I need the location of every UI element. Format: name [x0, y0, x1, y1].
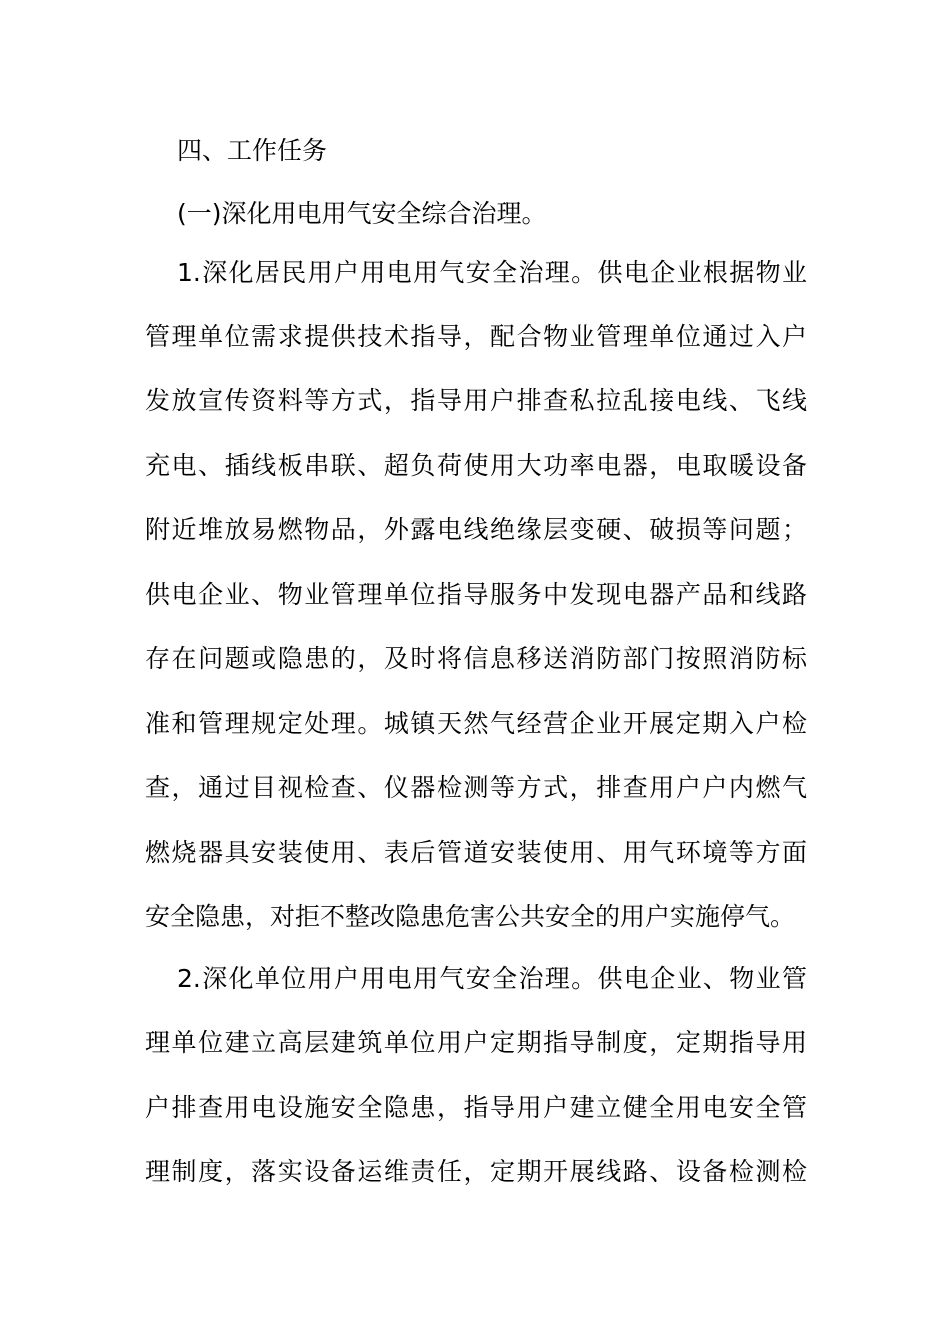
paragraph-line: 1.深化居民用户用电用气安全治理。供电企业根据物业: [177, 258, 807, 287]
paragraph-line: 2.深化单位用户用电用气安全治理。供电企业、物业管: [177, 964, 807, 993]
paragraph-line: 安全隐患，对拒不整改隐患危害公共安全的用户实施停气。: [145, 902, 796, 931]
paragraph-line: 存在问题或隐患的，及时将信息移送消防部门按照消防标: [145, 644, 807, 673]
paragraph-line: 查，通过目视检查、仪器检测等方式，排查用户户内燃气: [145, 773, 807, 802]
section-heading: 四、工作任务: [177, 136, 328, 165]
paragraph-line: 理制度，落实设备运维责任，定期开展线路、设备检测检: [145, 1157, 807, 1186]
paragraph-line: 管理单位需求提供技术指导，配合物业管理单位通过入户: [145, 322, 807, 351]
paragraph-line: 发放宣传资料等方式，指导用户排查私拉乱接电线、飞线: [145, 386, 807, 415]
paragraph-line: 附近堆放易燃物品，外露电线绝缘层变硬、破损等问题；: [145, 515, 807, 544]
paragraph-line: 理单位建立高层建筑单位用户定期指导制度，定期指导用: [145, 1028, 807, 1057]
paragraph-line: 充电、插线板串联、超负荷使用大功率电器，电取暖设备: [145, 451, 807, 480]
paragraph-line: 燃烧器具安装使用、表后管道安装使用、用气环境等方面: [145, 838, 807, 867]
paragraph-line: 准和管理规定处理。城镇天然气经营企业开展定期入户检: [145, 709, 807, 738]
paragraph-line: 户排查用电设施安全隐患，指导用户建立健全用电安全管: [145, 1093, 807, 1122]
subsection-heading: (一)深化用电用气安全综合治理。: [177, 199, 547, 228]
paragraph-line: 供电企业、物业管理单位指导服务中发现电器产品和线路: [145, 580, 807, 609]
